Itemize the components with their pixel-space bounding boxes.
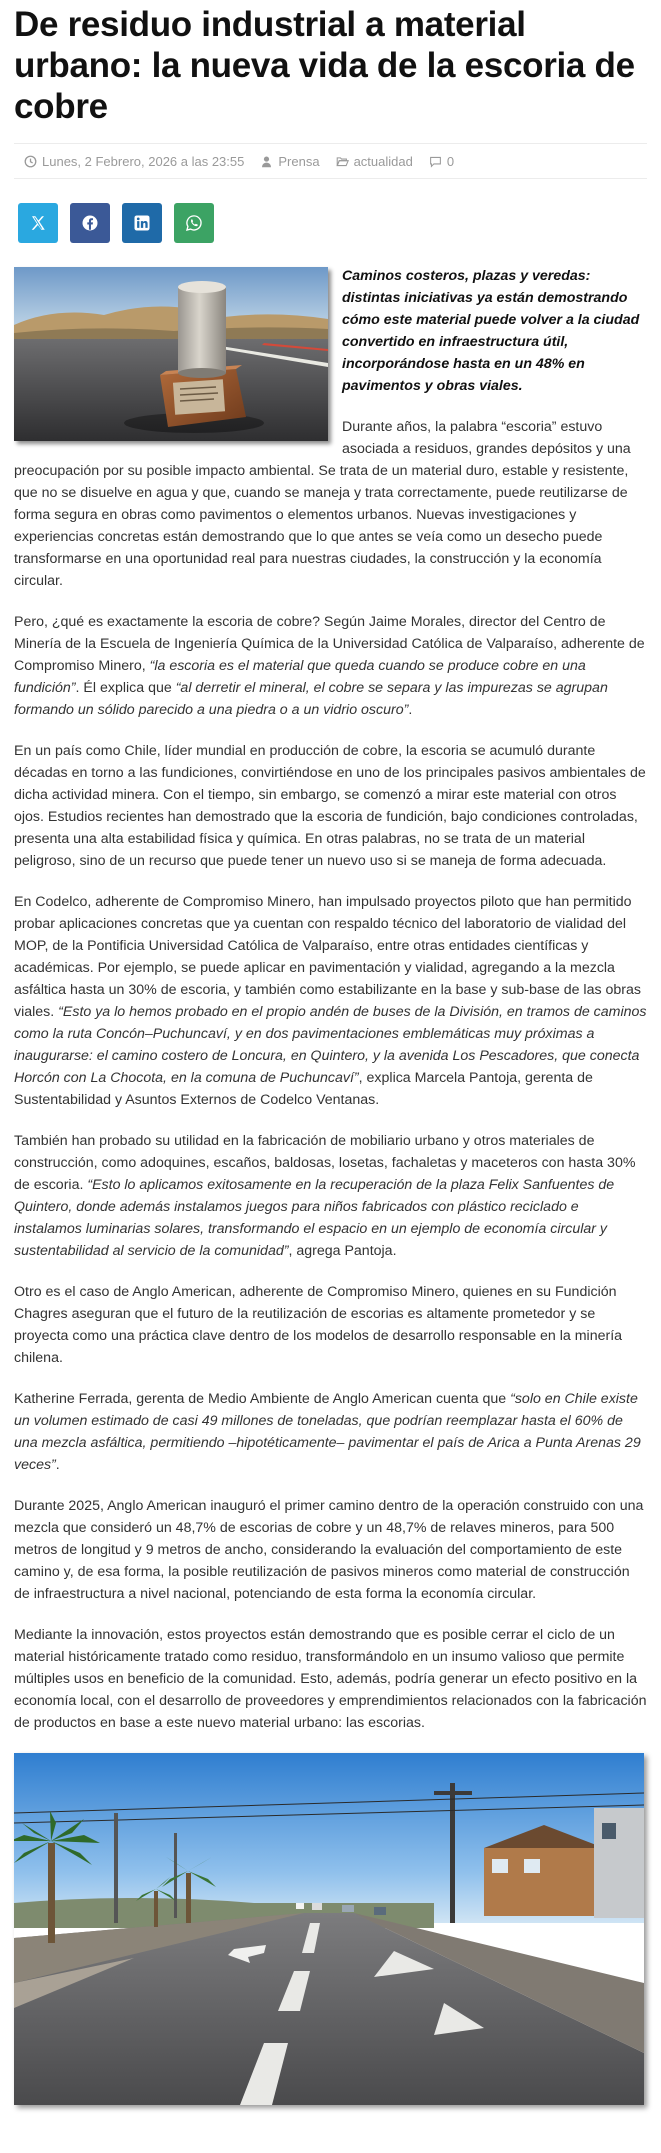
article-paragraph-3: En un país como Chile, líder mundial en producción de cobre, la escoria se acumuló durante décadas en torno a las fundiciones, convirtiéndose en uno de los principales pasivos ambientales de dicha actividad minera. Con el tiempo, sin embargo, se comenzó a mirar este material con otros ojos. Estudios recientes han demostrado que la escoria de fundición, bajo condiciones controladas, presenta una alta estabilidad física y química. En otras palabras, no se trata de un material peligroso, sino de un recurso que puede tener un nuevo uso si se maneja de forma adecuada. — [14, 743, 646, 869]
linkedin-icon — [133, 214, 151, 232]
quote: “al derretir el mineral, el cobre se separa y las impurezas se agrupan formando un sólido parecido a una piedra o a un vidrio oscuro” — [14, 680, 608, 718]
slag-sample-photo — [14, 267, 328, 441]
post-category-text[interactable]: actualidad — [353, 153, 413, 169]
user-icon — [260, 155, 273, 168]
post-meta — [14, 143, 647, 179]
share-x-button[interactable] — [18, 203, 58, 243]
article-paragraph-1: Durante años, la palabra “escoria” estuvo asociada a residuos, grandes depósitos y una preocupación por su posible impacto ambiental. Se trata de un material duro, estable y resistente, que no se disuelve en agua y que, cuando se maneja y trata correctamente, puede reutilizarse de forma segura en obras como pavimentos o elementos urbanos. Nuevas investigaciones y experiencias concretas están demostrando que lo que antes se veía como un desecho puede transformarse en una oportunidad real para nuestras ciudades, la construcción y la economía circular. — [14, 419, 631, 589]
article-paragraph-9: Mediante la innovación, estos proyectos están demostrando que es posible cerrar el ciclo de un material históricamente tratado como residuo, transformándolo en un insumo valioso que permite múltiples usos en beneficio de la comunidad. Esto, además, podría generar un efecto positivo en la economía local, con el desarrollo de proveedores y emprendimientos relacionados con la fabricación de productos en base a este nuevo material urbano: las escorias. — [14, 1627, 647, 1731]
article-paragraph-5: También han probado su utilidad en la fabricación de mobiliario urbano y otros materiales de construcción, como adoquines, escaños, baldosas, losetas, fachaletas y maceteros con hasta 30% de escoria. “Esto lo aplicamos exitosamente en la recuperación de la plaza Felix Sanfuentes de Quintero, donde además instalamos juegos para niños fabricados con plástico reciclado e instalamos luminarias solares, transformando el espacio en un ejemplo de economía circular y sustentabilidad al servicio de la comunidad”, agrega Pantoja. — [14, 1133, 636, 1259]
article-paragraph-4: En Codelco, adherente de Compromiso Minero, han impulsado proyectos piloto que han permitido probar aplicaciones concretas que ya cuentan con respaldo técnico del laboratorio de vialidad del MOP, de la Pontificia Universidad Católica de Valparaíso, entre otras entidades científicas y académicas. Por ejemplo, se puede aplicar en pavimentación y vialidad, agregando a la mezcla asfáltica hasta un 30% de escoria, y también como estabilizante en la base y sub-base de las obras viales. “Esto ya lo hemos probado en el propio andén de buses de la División, en tramos de caminos como la ruta Concón–Puchuncaví, y en dos pavimentaciones emblemáticas muy próximas a inaugurarse: el camino costero de Loncura, en Quintero, y la avenida Los Pescadores, que conecta Horcón con La Chocota, en la comuna de Puchuncaví”, explica Marcela Pantoja, gerenta de Sustentabilidad y Asuntos Externos de Codelco Ventanas. — [14, 894, 647, 1108]
folder-open-icon — [336, 155, 349, 168]
share-whatsapp-button[interactable] — [174, 203, 214, 243]
article-title: De residuo industrial a material urbano: la nueva vida de la escoria de cobre — [14, 5, 635, 126]
share-linkedin-button[interactable] — [122, 203, 162, 243]
share-facebook-button[interactable] — [70, 203, 110, 243]
quote: “Esto lo aplicamos exitosamente en la recuperación de la plaza Felix Sanfuentes de Quintero, donde además instalamos juegos para niños fabricados con plástico reciclado e instalamos luminarias solares, transformando el espacio en un ejemplo de economía circular y sustentabilidad al servicio de la comunidad” — [14, 1177, 615, 1259]
coastal-road-photo — [14, 1753, 644, 2105]
comment-icon — [429, 155, 442, 168]
quote: “Esto ya lo hemos probado en el propio andén de buses de la División, en tramos de caminos como la ruta Concón–Puchuncaví, y en dos pavimentaciones emblemáticas muy próximas a inaugurarse: el camino costero de Loncura, en Quintero, y la avenida Los Pescadores, que conecta Horcón con La Chocota, en la comuna de Puchuncaví” — [14, 1004, 647, 1086]
facebook-icon — [81, 214, 99, 232]
quote: “la escoria es el material que queda cuando se produce cobre en una fundición” — [14, 658, 586, 696]
post-date-text: Lunes, 2 Febrero, 2026 a las 23:55 — [42, 153, 245, 169]
article-paragraph-7: Katherine Ferrada, gerenta de Medio Ambiente de Anglo American cuenta que “solo en Chile existe un volumen estimado de casi 49 millones de toneladas, que podrían reemplazar hasta el 60% de una mezcla asfáltica, permitiendo –hipotéticamente– pavimentar el país de Arica a Punta Arenas 29 veces”. — [14, 1391, 641, 1473]
x-icon — [29, 214, 47, 232]
post-author-text[interactable]: Prensa — [278, 153, 320, 169]
share-buttons — [14, 203, 647, 243]
quote: “solo en Chile existe un volumen estimado de casi 49 millones de toneladas, que podrían reemplazar hasta el 60% de una mezcla asfáltica, permitiendo –hipotéticamente– pavimentar el país de Arica a Punta Arenas 29 veces” — [14, 1391, 641, 1473]
post-date — [24, 154, 244, 169]
article-paragraph-8: Durante 2025, Anglo American inauguró el primer camino dentro de la operación construido con una mezcla que consideró un 48,7% de escorias de cobre y un 48,7% de relaves mineros, para 500 metros de longitud y 9 metros de ancho, considerando la evaluación del comportamiento de este camino y, de esa forma, la posible reutilización de pasivos mineros como material de construcción de infraestructura a nivel nacional, potenciando de esta forma la economía circular. — [14, 1498, 644, 1602]
post-comments-count[interactable]: 0 — [446, 153, 455, 169]
lead-image — [14, 267, 328, 441]
whatsapp-icon — [185, 214, 203, 232]
article-paragraph-2: Pero, ¿qué es exactamente la escoria de cobre? Según Jaime Morales, director del Centro de Minería de la Escuela de Ingeniería Química de la Universidad Católica de Valparaíso, adherente de Compromiso Minero, “la escoria es el material que queda cuando se produce cobre en una fundición”. Él explica que “al derretir el mineral, el cobre se separa y las impurezas se agrupan formando un sólido parecido a una piedra o a un vidrio oscuro”. — [14, 614, 645, 718]
post-category[interactable] — [336, 154, 413, 169]
post-author[interactable] — [260, 154, 319, 169]
post-comments[interactable] — [429, 154, 454, 169]
article-lead: Caminos costeros, plazas y veredas: distintas iniciativas ya están demostrando cómo este material puede volver a la ciudad convertido en infraestructura útil, incorporándose hasta en un 48% en pavimentos y obras viales. — [342, 268, 640, 394]
article-body — [14, 265, 647, 2105]
clock-icon — [24, 155, 37, 168]
road-photo — [14, 1753, 644, 2105]
article-paragraph-6: Otro es el caso de Anglo American, adherente de Compromiso Minero, quienes en su Fundición Chagres aseguran que el futuro de la reutilización de escorias es altamente prometedor y se proyecta como una práctica clave dentro de los modelos de desarrollo responsable en la minería chilena. — [14, 1284, 623, 1366]
